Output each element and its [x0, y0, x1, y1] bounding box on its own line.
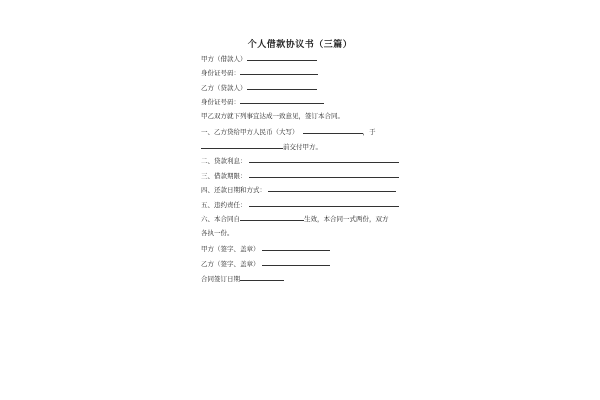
sign-b-line: [201, 259, 330, 268]
clause-4-blank: [268, 185, 396, 192]
clause-3-blank: [249, 171, 399, 178]
clause-2-blank: [249, 156, 399, 163]
party-a-label: 甲方（借款人）: [201, 55, 247, 63]
sign-date-blank: [240, 274, 284, 281]
clause-4-label: 四、还款日期和方式：: [201, 186, 266, 194]
party-b-blank: [247, 83, 317, 90]
document-title: 个人借款协议书（三篇）: [247, 40, 353, 50]
sign-b-label: 乙方（签字、盖章）: [201, 260, 260, 268]
party-a-id-line: [201, 68, 318, 77]
clause-1-line-2: [201, 142, 322, 151]
clause-2-line: [201, 156, 399, 165]
party-a-line: [201, 54, 317, 63]
clause-3-label: 三、借款期限：: [201, 172, 247, 180]
party-a-id-blank: [240, 68, 318, 75]
sign-b-blank: [262, 259, 330, 266]
party-b-label: 乙方（贷款人）: [201, 84, 247, 92]
clause-6-date-blank: [240, 214, 304, 221]
clause-5-label: 五、违约责任：: [201, 201, 247, 209]
clause-6-line-2: [201, 229, 234, 237]
clause-1-text-b: ，于: [362, 128, 376, 136]
clause-3-line: [201, 171, 399, 180]
party-b-id-line: [201, 97, 324, 106]
clause-6-text-a: 六、本合同自: [201, 215, 240, 223]
sign-a-line: [201, 244, 330, 253]
sign-a-blank: [262, 244, 330, 251]
sign-date-label: 合同签订日期: [201, 275, 240, 283]
party-b-id-label: 身份证号码：: [201, 98, 240, 106]
party-b-id-blank: [240, 97, 324, 104]
clause-1-text-c: 前交付甲方。: [283, 143, 322, 151]
sign-a-label: 甲方（签字、盖章）: [201, 245, 260, 253]
clause-1-text: 一、乙方贷给甲方人民币（大写）: [201, 128, 299, 136]
clause-4-line: [201, 185, 396, 194]
clause-5-line: [201, 200, 399, 209]
intro-text: 甲乙双方就下列事宜达成一致意见，签订本合同。: [201, 112, 344, 120]
clause-6-text-c: 各执一份。: [201, 229, 234, 237]
clause-1-line: [201, 127, 376, 136]
clause-2-label: 二、贷款利息：: [201, 157, 247, 165]
clause-1-date-blank: [201, 142, 283, 149]
party-b-line: [201, 83, 317, 92]
party-a-id-label: 身份证号码：: [201, 69, 240, 77]
clause-6-text-b: 生效，本合同一式两份，双方: [304, 215, 389, 223]
intro-line: [201, 112, 344, 120]
clause-5-blank: [249, 200, 399, 207]
party-a-blank: [247, 54, 317, 61]
clause-1-amount-blank: [303, 127, 363, 134]
sign-date-line: [201, 274, 284, 283]
clause-6-line: [201, 214, 389, 223]
